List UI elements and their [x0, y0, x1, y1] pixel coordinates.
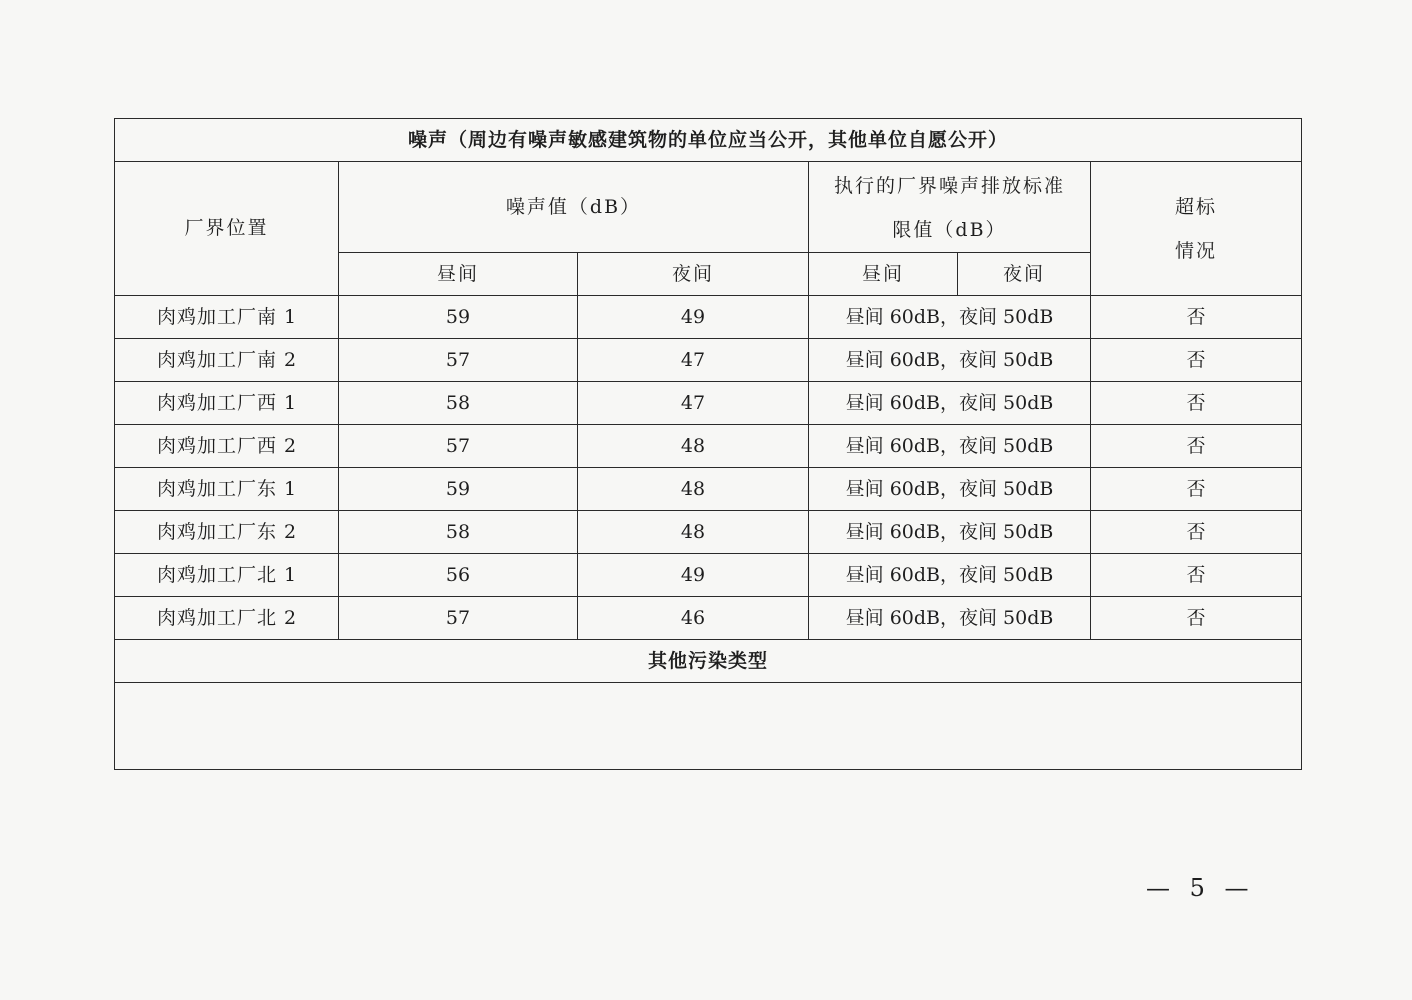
cell-exceed: 否 [1091, 554, 1302, 597]
header-exceed [1091, 162, 1302, 296]
cell-position: 肉鸡加工厂西 2 [115, 425, 339, 468]
cell-position: 肉鸡加工厂北 1 [115, 554, 339, 597]
cell-day: 59 [339, 468, 578, 511]
page-number: — 5 — [1146, 874, 1255, 902]
cell-position: 肉鸡加工厂东 1 [115, 468, 339, 511]
table-row [115, 339, 1302, 382]
cell-position: 肉鸡加工厂南 1 [115, 296, 339, 339]
cell-standard: 昼间 60dB，夜间 50dB [809, 425, 1091, 468]
cell-day: 59 [339, 296, 578, 339]
header-noise-value: 噪声值（dB） [339, 162, 809, 253]
other-pollution-content [115, 683, 1302, 770]
cell-standard: 昼间 60dB，夜间 50dB [809, 382, 1091, 425]
header-standard [809, 162, 1091, 253]
cell-standard: 昼间 60dB，夜间 50dB [809, 339, 1091, 382]
cell-day: 56 [339, 554, 578, 597]
cell-night: 48 [578, 511, 809, 554]
table-row [115, 382, 1302, 425]
cell-exceed: 否 [1091, 382, 1302, 425]
cell-exceed: 否 [1091, 597, 1302, 640]
cell-standard: 昼间 60dB，夜间 50dB [809, 554, 1091, 597]
cell-night: 48 [578, 468, 809, 511]
cell-night: 47 [578, 339, 809, 382]
table-row [115, 511, 1302, 554]
cell-night: 46 [578, 597, 809, 640]
cell-night: 49 [578, 296, 809, 339]
header-std-day: 昼间 [809, 253, 958, 296]
cell-exceed: 否 [1091, 339, 1302, 382]
noise-table [114, 118, 1302, 770]
cell-position: 肉鸡加工厂东 2 [115, 511, 339, 554]
table-row [115, 597, 1302, 640]
cell-day: 57 [339, 425, 578, 468]
cell-exceed: 否 [1091, 425, 1302, 468]
cell-standard: 昼间 60dB，夜间 50dB [809, 296, 1091, 339]
header-day: 昼间 [339, 253, 578, 296]
cell-position: 肉鸡加工厂西 1 [115, 382, 339, 425]
cell-day: 58 [339, 382, 578, 425]
noise-table-title: 噪声（周边有噪声敏感建筑物的单位应当公开，其他单位自愿公开） [115, 119, 1302, 162]
header-exceed-text: 超标情况 [1175, 195, 1218, 262]
table-row [115, 296, 1302, 339]
cell-standard: 昼间 60dB，夜间 50dB [809, 511, 1091, 554]
cell-night: 48 [578, 425, 809, 468]
cell-exceed: 否 [1091, 296, 1302, 339]
cell-position: 肉鸡加工厂南 2 [115, 339, 339, 382]
cell-night: 47 [578, 382, 809, 425]
table-row [115, 554, 1302, 597]
cell-position: 肉鸡加工厂北 2 [115, 597, 339, 640]
cell-day: 58 [339, 511, 578, 554]
header-std-night: 夜间 [958, 253, 1091, 296]
header-night: 夜间 [578, 253, 809, 296]
header-standard-text: 执行的厂界噪声排放标准限值（dB） [833, 175, 1065, 241]
cell-standard: 昼间 60dB，夜间 50dB [809, 597, 1091, 640]
cell-day: 57 [339, 339, 578, 382]
table-row [115, 425, 1302, 468]
cell-standard: 昼间 60dB，夜间 50dB [809, 468, 1091, 511]
cell-day: 57 [339, 597, 578, 640]
cell-night: 49 [578, 554, 809, 597]
other-pollution-title: 其他污染类型 [115, 640, 1302, 683]
cell-exceed: 否 [1091, 511, 1302, 554]
cell-exceed: 否 [1091, 468, 1302, 511]
table-row [115, 468, 1302, 511]
header-position: 厂界位置 [115, 162, 339, 296]
